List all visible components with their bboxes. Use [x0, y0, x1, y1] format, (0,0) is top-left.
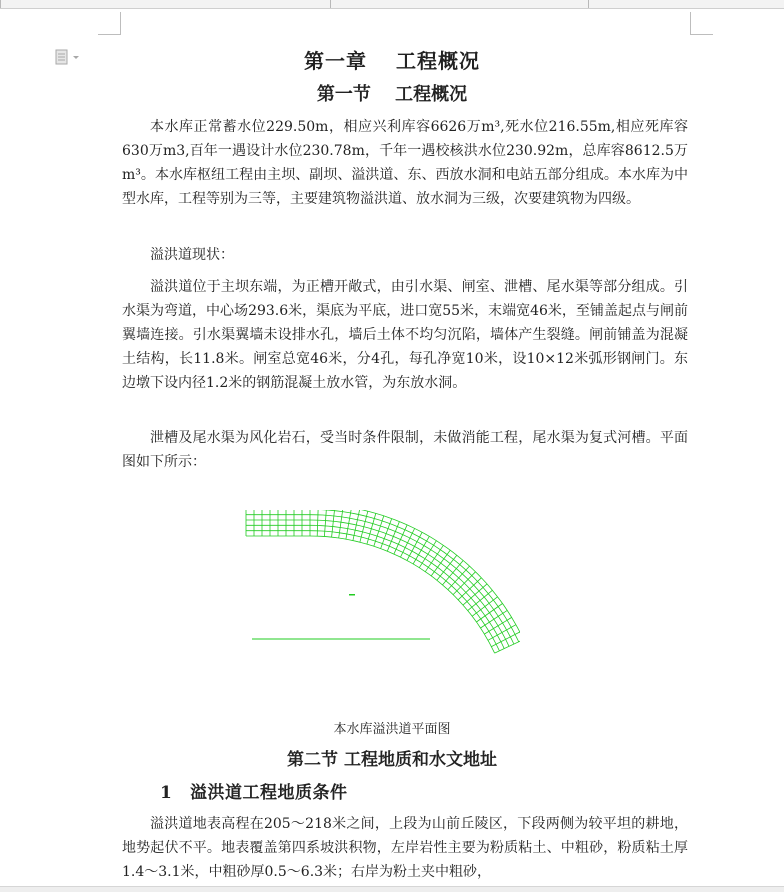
section-heading: 第一节 工程概况	[316, 84, 468, 105]
ruler-tick	[330, 0, 331, 8]
ruler-tick	[588, 0, 589, 8]
body-paragraph: 溢洪道地表高程在205～218米之间，上段为山前丘陵区，下段两侧为较平坦的耕地，地势起伏不平。地表覆盖第四系坡洪积物，左岸岩性主要为粉质粘土、中粗砂，粉质粘土厚1.4～3.1米，中粗砂厚0.5～6.3米；右岸为粉土夹中粗砂，	[122, 816, 688, 880]
subsection-number: 1	[160, 783, 173, 803]
subsection-heading	[160, 778, 348, 803]
body-paragraph: 溢洪道现状：	[150, 247, 234, 263]
figure-caption: 本水库溢洪道平面图	[333, 722, 451, 737]
ruler-tick	[0, 0, 1, 8]
margin-corner-mark	[690, 12, 713, 35]
horizontal-ruler[interactable]	[0, 0, 784, 9]
page-bottom-edge	[0, 886, 784, 892]
chapter-heading: 第一章 工程概况	[304, 49, 480, 73]
body-paragraph: 溢洪道位于主坝东端，为正槽开敞式，由引水渠、闸室、泄槽、尾水渠等部分组成。引水渠为弯道，中心场293.6米，渠底为平底，进口宽55米，末端宽46米，至铺盖起点与闸前翼墙连接。引水渠翼墙未设排水孔，墙后土体不均匀沉陷，墙体产生裂缝。闸前铺盖为混凝土结构，长11.8米。闸室总宽46米，分4孔，每孔净宽10米，设10×12米弧形钢闸门。东边墩下设内径1.2米的钢筋混凝土放水管，为东放水洞。	[122, 279, 688, 391]
margin-corner-mark	[98, 12, 121, 35]
spillway-grid	[246, 510, 520, 653]
body-paragraph: 本水库正常蓄水位229.50m，相应兴利库容6626万m³,死水位216.55m,相应死库容630万m3,百年一遇设计水位230.78m，千年一遇校核洪水位230.92m，总库容8612.5万m³。本水库枢纽工程由主坝、副坝、溢洪道、东、西放水洞和电站五部分组成。本水库为中型水库，工程等别为三等，主要建筑物溢洪道、放水洞为三级，次要建筑物为四级。	[122, 119, 688, 207]
plan-mark	[349, 594, 355, 596]
spillway-plan-drawing	[240, 510, 520, 670]
subsection-title: 溢洪道工程地质条件	[190, 783, 348, 803]
body-paragraph: 泄槽及尾水渠为风化岩石，受当时条件限制，未做消能工程，尾水渠为复式河槽。平面图如下所示：	[122, 430, 688, 470]
section-heading: 第二节 工程地质和水文地址	[287, 750, 497, 770]
